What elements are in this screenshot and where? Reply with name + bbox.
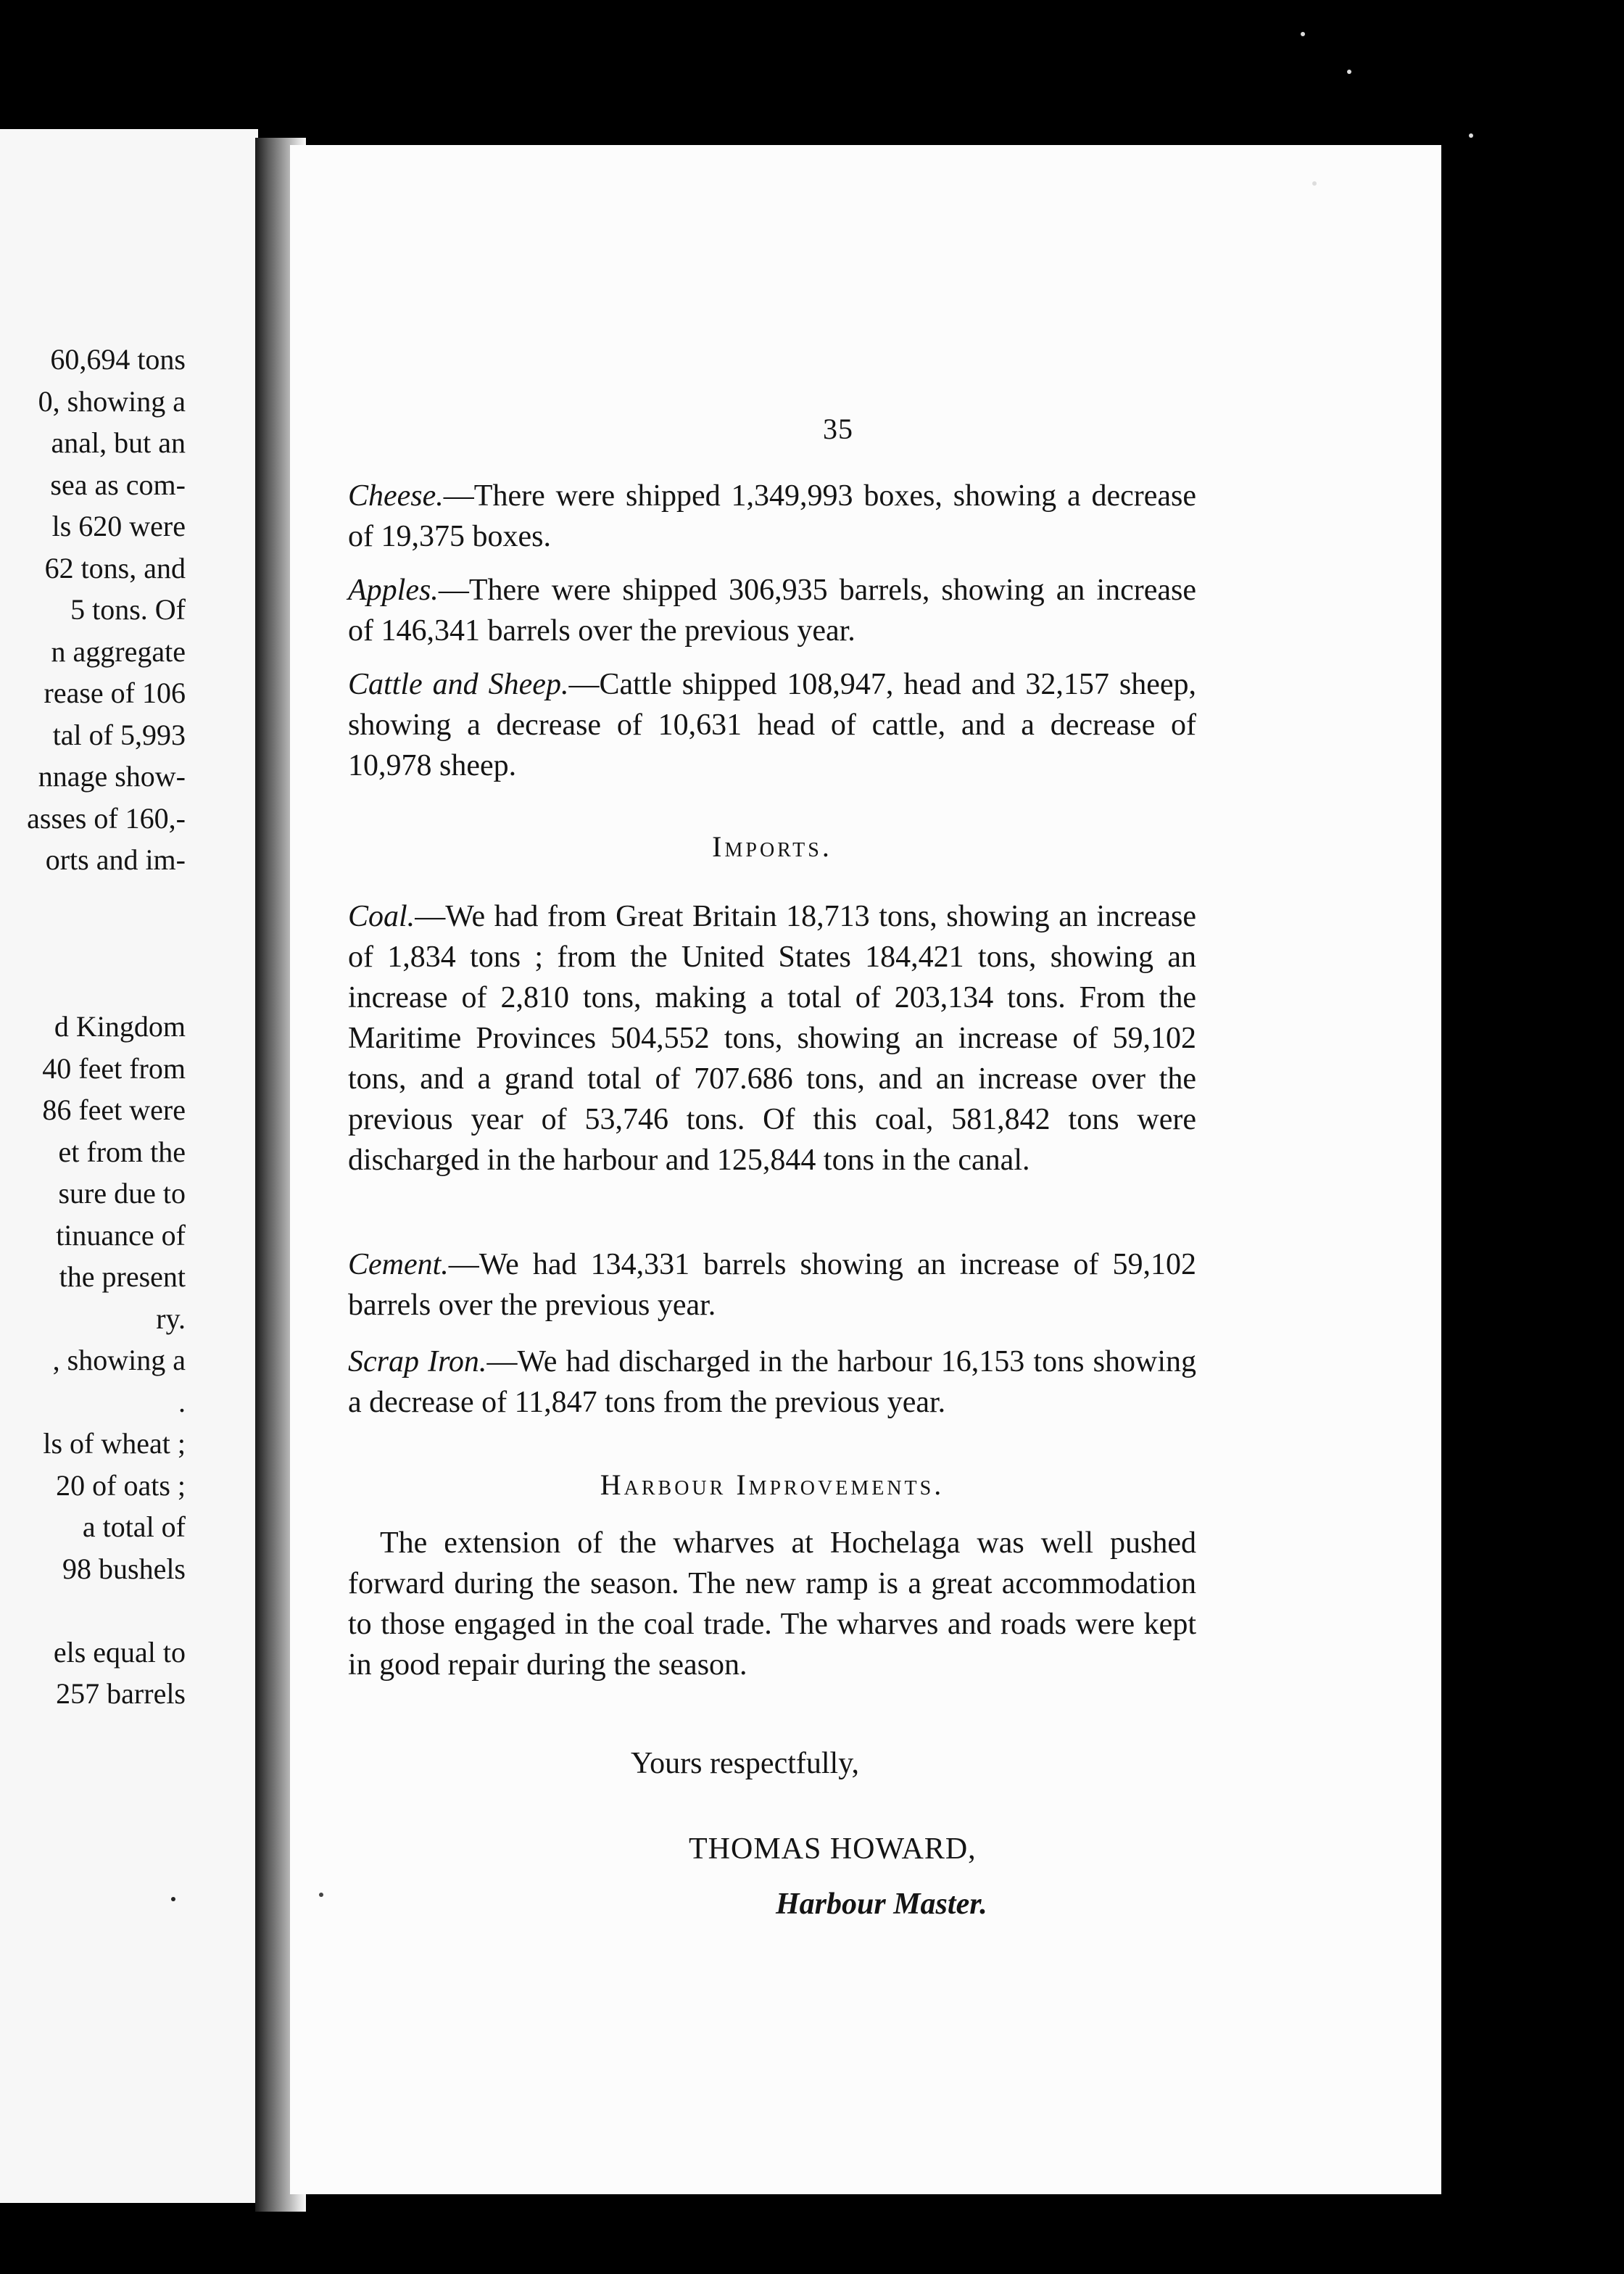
apples-paragraph xyxy=(348,570,1196,651)
scrap-iron-text: —We had discharged in the harbour 16,153 tons showing a decrease of 11,847 tons from the previous year. xyxy=(348,1345,1196,1419)
left-page-line: tinuance of xyxy=(56,1218,186,1252)
cheese-paragraph xyxy=(348,476,1196,557)
left-page-line: asses of 160,- xyxy=(27,801,186,835)
imports-heading: Imports. xyxy=(712,830,832,863)
signature-name: THOMAS HOWARD, xyxy=(689,1832,977,1866)
left-page-line: tal of 5,993 xyxy=(52,718,186,751)
harbour-improvements-heading: Harbour Improvements. xyxy=(600,1468,945,1501)
dust-speck xyxy=(1347,70,1351,74)
left-page-line: a total of xyxy=(82,1510,186,1543)
left-page-line: ls 620 were xyxy=(51,510,186,542)
left-page-line: 40 feet from xyxy=(42,1051,186,1085)
left-page-line: nnage show- xyxy=(38,760,186,793)
cement-paragraph xyxy=(348,1244,1196,1326)
cheese-lead: Cheese. xyxy=(348,479,444,513)
cement-text: —We had 134,331 barrels showing an increase of 59,102 barrels over the previous year. xyxy=(348,1248,1196,1322)
cattle-text: —Cattle shipped 108,947, head and 32,157 sheep, showing a decrease of 10,631 head of cattle, and a decrease of 10,978 sheep. xyxy=(348,668,1196,782)
left-page-line: ls of wheat ; xyxy=(43,1427,186,1460)
left-page-line: 0, showing a xyxy=(38,384,186,418)
left-page-line: 60,694 tons xyxy=(50,343,186,376)
left-page-line: d Kingdom xyxy=(54,1010,186,1043)
left-page-line: 98 bushels xyxy=(62,1552,186,1585)
left-page-line: sure due to xyxy=(58,1177,186,1210)
coal-lead: Coal. xyxy=(348,900,415,933)
left-page-line: 5 tons. Of xyxy=(70,593,186,626)
left-facing-page xyxy=(0,129,258,2203)
left-page-line: 20 of oats ; xyxy=(56,1468,186,1502)
scrap-iron-lead: Scrap Iron. xyxy=(348,1345,487,1378)
cheese-text: —There were shipped 1,349,993 boxes, showing a decrease of 19,375 boxes. xyxy=(348,479,1196,553)
left-page-line: 257 barrels xyxy=(56,1677,186,1710)
left-page-line: the present xyxy=(59,1260,186,1293)
scrap-iron-paragraph xyxy=(348,1341,1196,1423)
cement-lead: Cement. xyxy=(348,1248,449,1281)
dust-speck xyxy=(171,1897,175,1901)
left-page-line: rease of 106 xyxy=(44,677,186,709)
cattle-lead: Cattle and Sheep. xyxy=(348,668,569,701)
right-page xyxy=(290,145,1441,2194)
left-page-line: n aggregate xyxy=(51,634,186,668)
page-number: 35 xyxy=(823,413,853,445)
coal-paragraph xyxy=(348,896,1196,1181)
left-page-line: ry. xyxy=(156,1302,186,1335)
dust-speck xyxy=(319,1893,323,1897)
signature-title: Harbour Master. xyxy=(776,1888,987,1921)
left-page-line: orts and im- xyxy=(45,843,186,876)
left-page-line: anal, but an xyxy=(51,426,186,459)
left-page-line: . xyxy=(178,1385,186,1418)
left-page-line: sea as com- xyxy=(50,468,186,501)
coal-text: —We had from Great Britain 18,713 tons, showing an increase of 1,834 tons ; from the United States 184,421 tons, showing an increase of 2,810 tons, making a total of 203,134 tons. From the Maritime Provinces 504,552 tons, showing an increase of 59,102 tons, and a grand total of 707.686 tons, and an increase over the previous year of 53,746 tons. Of this coal, 581,842 tons were discharged in the harbour and 125,844 tons in the canal. xyxy=(348,900,1196,1177)
dust-speck xyxy=(1312,181,1317,186)
left-page-line: 62 tons, and xyxy=(44,551,186,584)
apples-lead: Apples. xyxy=(348,574,439,607)
harbour-paragraph: The extension of the wharves at Hochelaga was well pushed forward during the season. The new ramp is a great accommodation to those engaged in the coal trade. The wharves and roads were kept in good repair during the season. xyxy=(348,1526,1196,1682)
cattle-paragraph xyxy=(348,664,1196,786)
dust-speck xyxy=(1301,32,1305,36)
left-page-line: els equal to xyxy=(53,1635,186,1669)
left-page-line: , showing a xyxy=(52,1344,186,1376)
dust-speck xyxy=(1469,133,1473,138)
left-page-line: 86 feet were xyxy=(42,1093,186,1126)
apples-text: —There were shipped 306,935 barrels, showing an increase of 146,341 barrels over the previous year. xyxy=(348,574,1196,648)
left-page-line: et from the xyxy=(58,1135,186,1168)
closing-salutation: Yours respectfully, xyxy=(631,1747,859,1780)
left-page-text xyxy=(0,129,258,2203)
